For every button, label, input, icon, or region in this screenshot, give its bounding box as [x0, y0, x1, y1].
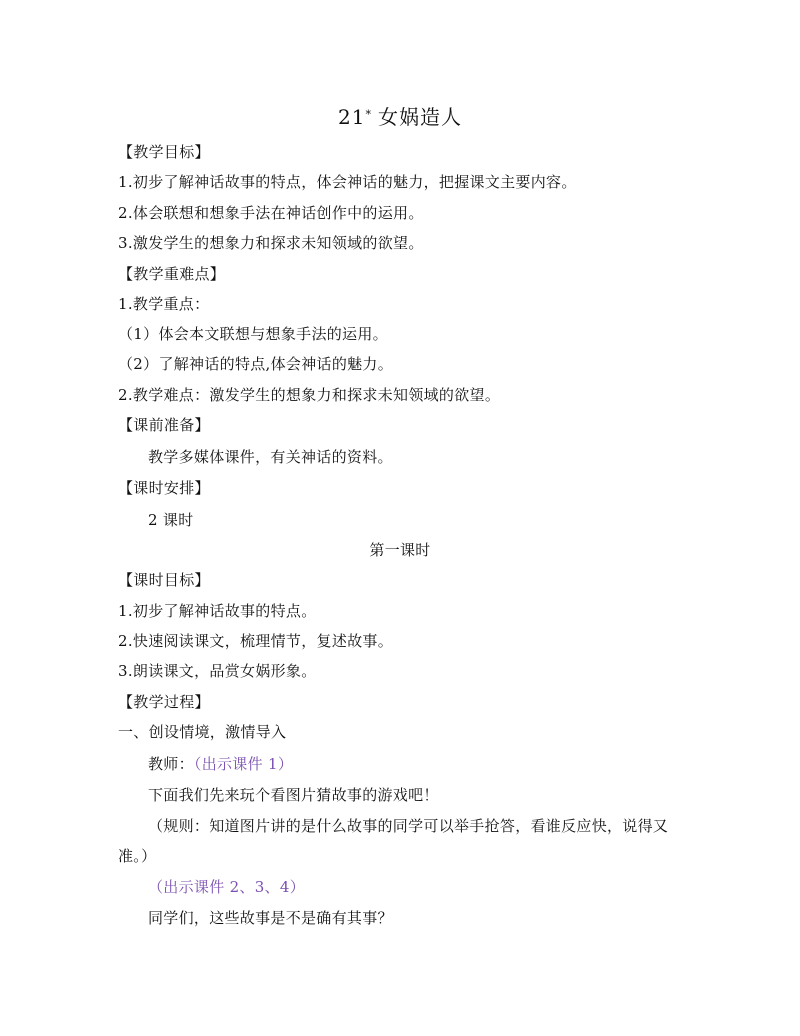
key-point-2: （2）了解神话的特点,体会神话的魅力。 — [118, 355, 394, 373]
question-text: 同学们，这些故事是不是确有其事？ — [148, 909, 393, 927]
show-slides-2-4: （出示课件 2、3、4） — [148, 878, 305, 896]
key-point-1: （1）体会本文联想与想象手法的运用。 — [118, 325, 388, 343]
goal-item-2: 2.体会联想和想象手法在神话创作中的运用。 — [118, 204, 424, 222]
lesson-goal-2: 2.快速阅读课文，梳理情节，复述故事。 — [118, 632, 394, 650]
title-text: 女娲造人 — [377, 105, 462, 129]
teacher-line — [148, 754, 293, 774]
rule-line-2: 准。） — [118, 847, 157, 865]
schedule-text: 2 课时 — [148, 511, 194, 529]
goal-item-1: 1.初步了解神话故事的特点，体会神话的魅力，把握课文主要内容。 — [118, 173, 577, 191]
schedule-header: 【课时安排】 — [118, 479, 210, 497]
show-slide-1: （出示课件 1） — [193, 755, 294, 773]
section-1-heading: 一、创设情境，激情导入 — [118, 723, 287, 741]
prep-text: 教学多媒体课件，有关神话的资料。 — [148, 448, 393, 466]
title-number: 21 — [338, 105, 366, 129]
game-text: 下面我们先来玩个看图片猜故事的游戏吧！ — [148, 786, 439, 804]
lesson-goals-header: 【课时目标】 — [118, 571, 210, 589]
lesson-goal-1: 1.初步了解神话故事的特点。 — [118, 602, 317, 620]
page-title — [0, 103, 800, 131]
teacher-label: 教师： — [148, 755, 194, 773]
key-header: 【教学重难点】 — [118, 265, 226, 283]
process-header: 【教学过程】 — [118, 693, 210, 711]
rule-line-1: （规则：知道图片讲的是什么故事的同学可以举手抢答，看谁反应快，说得又 — [148, 817, 669, 835]
lesson-title: 第一课时 — [369, 541, 431, 559]
title-mark: * — [365, 108, 372, 121]
key-points-label: 1.教学重点： — [118, 295, 210, 313]
lesson-goal-3: 3.朗读课文，品赏女娲形象。 — [118, 662, 317, 680]
goals-header: 【教学目标】 — [118, 143, 210, 161]
prep-header: 【课前准备】 — [118, 416, 210, 434]
goal-item-3: 3.激发学生的想象力和探求未知领域的欲望。 — [118, 234, 424, 252]
difficulty: 2.教学难点：激发学生的想象力和探求未知领域的欲望。 — [118, 386, 501, 404]
